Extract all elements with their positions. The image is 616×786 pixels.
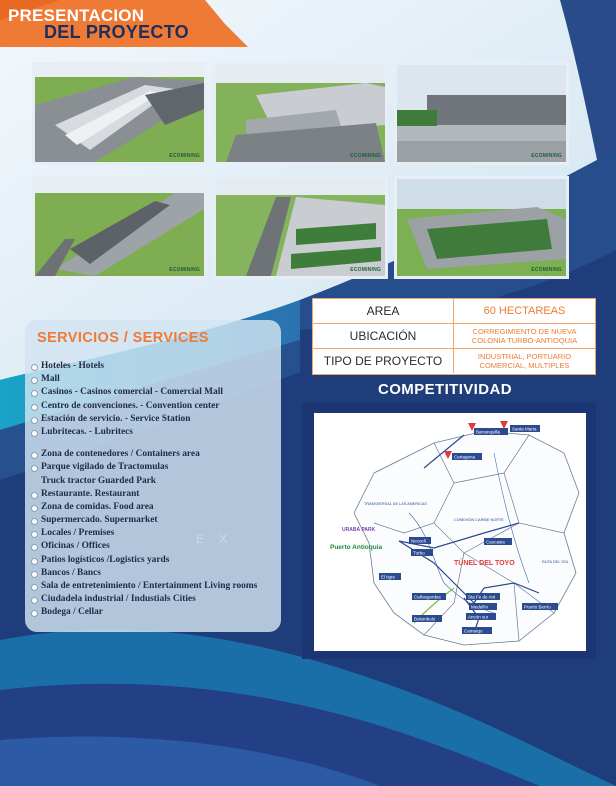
svg-text:URABÁ PARK: URABÁ PARK [342,527,376,533]
render-photo-2 [213,62,388,165]
bullet-icon [31,465,38,472]
info-label-ubicacion: UBICACIÓN [313,324,454,348]
list-item: Supermercado. Supermarket [31,515,281,528]
photo-logo-3: ECOMINING [531,153,562,159]
competitividad-title: COMPETITIVIDAD [378,381,512,398]
competitividad-map [314,413,586,651]
photo-logo-6: ECOMINING [531,267,562,273]
list-item: Lubritecas. - Lubritecs [31,427,281,440]
list-item: Ciudadela industrial / Industials Cities [31,594,281,607]
list-item: Sala de entretenimiento / Entertainment Living rooms [31,581,281,594]
render-photo-5 [213,176,388,279]
svg-text:Barranquilla: Barranquilla [476,429,501,435]
svg-text:TÚNEL DEL TOYO: TÚNEL DEL TOYO [454,560,515,567]
info-label-tipo: TIPO DE PROYECTO [313,349,454,373]
list-item: Restaurante. Restaurant [31,489,281,502]
list-item: Hoteles - Hotels [31,361,281,374]
bullet-icon [31,505,38,512]
bullet-icon [31,558,38,565]
svg-text:Necoclí: Necoclí [411,538,427,544]
render-photo-1 [32,62,207,165]
bullet-icon [31,430,38,437]
list-item: Zona de comidas. Food area [31,502,281,515]
bullet-icon [31,417,38,424]
list-item: Zona de contenedores / Containers area [31,449,281,462]
photo-logo-5: ECOMINING [350,267,381,273]
title-line-1: PRESENTACION [8,6,145,25]
info-value-area: 60 HECTAREAS [483,305,566,317]
list-item: Estación de servicio. - Service Station [31,414,281,427]
svg-text:Santa Marta: Santa Marta [512,426,537,432]
svg-text:Bolombolo: Bolombolo [414,616,436,622]
list-item: Mall [31,374,281,387]
svg-text:Camargo: Camargo [464,628,483,634]
list-item: Bancos / Bancs [31,568,281,581]
render-photo-3 [394,62,569,165]
bullet-icon [31,544,38,551]
bullet-icon [31,518,38,525]
photo-logo-4: ECOMINING [169,267,200,273]
info-row-area [313,299,595,324]
bullet-icon [31,571,38,578]
bullet-icon [31,390,38,397]
svg-text:Ancón sur: Ancón sur [468,614,489,620]
list-item: Oficinas / Offices [31,541,281,554]
info-row-tipo [313,349,595,374]
bullet-icon [31,610,38,617]
title-banner [0,0,248,47]
info-label-area: AREA [313,299,454,323]
bullet-icon [31,531,38,538]
bullet-icon [31,377,38,384]
svg-text:Cartagena: Cartagena [454,454,476,460]
bullet-icon [31,597,38,604]
list-item: Patios logísticos /Logistics yards [31,555,281,568]
render-photo-6 [394,176,569,279]
svg-text:Caucasia: Caucasia [486,539,505,545]
title-line-2: DEL PROYECTO [44,22,189,42]
svg-text:Turbo: Turbo [413,550,425,556]
services-list [31,361,281,621]
svg-text:Sta Fe de Ant: Sta Fe de Ant [468,594,496,600]
list-item: Locales / Premises [31,528,281,541]
bullet-icon [31,364,38,371]
svg-text:Cañasgordas: Cañasgordas [414,594,441,600]
svg-text:RUTA DEL SOL: RUTA DEL SOL [542,560,569,564]
render-photo-4 [32,176,207,279]
project-info-table [312,298,596,375]
svg-text:TRANSVERSAL DE LAS AMERICAS: TRANSVERSAL DE LAS AMERICAS [364,502,427,506]
info-row-ubicacion [313,324,595,349]
svg-text:Puerto Berrío: Puerto Berrío [524,604,551,610]
ghost-watermark-text: E X [196,532,234,546]
list-item: Casinos - Casinos comercial - Comercial Mall [31,387,281,400]
photo-logo-2: ECOMINING [350,153,381,159]
services-title: SERVICIOS / SERVICES [37,330,209,346]
bullet-icon [31,584,38,591]
photo-logo-1: ECOMINING [169,153,200,159]
bullet-icon [31,404,38,411]
list-item: Truck tractor Guarded Park [41,475,157,486]
info-value-ubicacion: CORREGIMIENTO DE NUEVA COLONIA TURBO-ANTIOQUIA [471,327,578,345]
info-value-tipo: INDUSTRIAL, PORTUARIO COMERCIAL, MULTIPLES [477,352,572,370]
competitividad-map-frame [302,403,596,659]
svg-text:CONEXIÓN CARIBE NORTE: CONEXIÓN CARIBE NORTE [454,518,504,522]
map-pin-icon [500,421,508,429]
svg-text:Medellín: Medellín [471,604,489,610]
bullet-icon [31,492,38,499]
services-panel [25,320,281,632]
list-item: Bodega / Cellar [31,607,281,620]
list-item: Parque vigilado de Tractomulas [31,462,281,475]
svg-text:Puerto Antioquia: Puerto Antioquia [330,544,383,551]
svg-text:El tigre: El tigre [381,574,396,580]
bullet-icon [31,452,38,459]
list-item: Centro de convenciones. - Convention center [31,401,281,414]
